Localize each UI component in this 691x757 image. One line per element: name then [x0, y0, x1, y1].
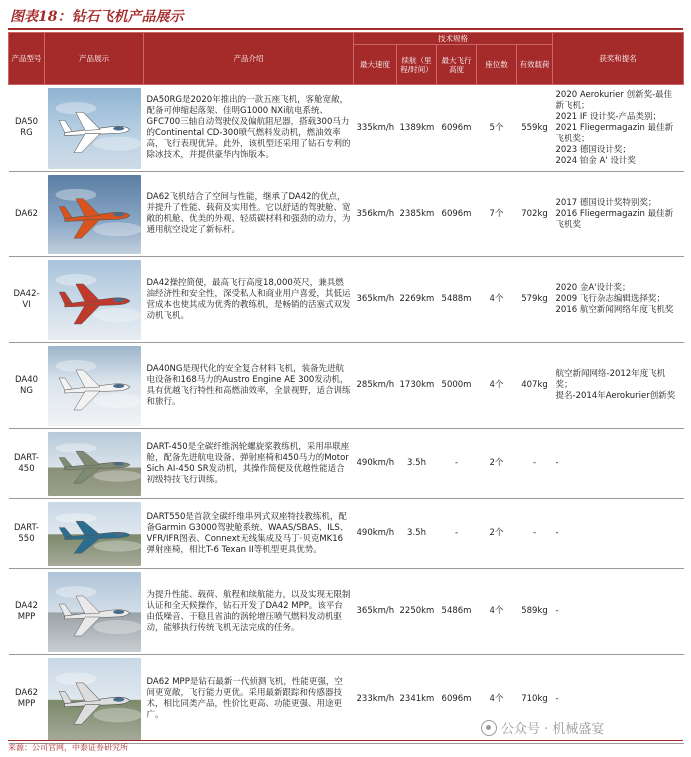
header-model: 产品型号	[9, 33, 45, 85]
product-description: DA40NG是现代化的安全复合材料飞机，装备先进航电设备和168马力的Austro Engine AE 300发动机，具有优越飞行特性和高燃油效率，全景视野，适合训练和旅行。	[144, 343, 354, 429]
product-description: DA62飞机结合了空间与性能，继承了DA42的优点，并提升了性能、载荷及实用性。它以舒适的驾驶舱、宽敞的机舱、优美的外观、轻质碳材料和强劲的动力，为通用航空设定了新标杆。	[144, 172, 354, 257]
awards: 2020 金A'设计奖； 2009 飞行杂志编辑选择奖； 2016 航空新闻网络年度飞机奖	[553, 257, 684, 343]
range: 2341km	[397, 655, 437, 744]
source-note: 来源：公司官网，中泰证券研究所	[8, 740, 683, 756]
ceiling: -	[437, 499, 477, 569]
header-desc: 产品介绍	[144, 33, 354, 85]
table-row	[9, 429, 684, 499]
max-speed: 365km/h	[354, 569, 397, 655]
awards: -	[553, 429, 684, 499]
product-description: DA62 MPP是钻石最新一代侦测飞机，性能更强，空间更宽敞，飞行能力更优。采用最新跟踪和传感器技术，相比同类产品，性价比更高、功能更强、用途更广。	[144, 655, 354, 744]
table-row	[9, 257, 684, 343]
plane-photo-icon	[48, 572, 141, 652]
ceiling: 5486m	[437, 569, 477, 655]
range: 2250km	[397, 569, 437, 655]
header-seats: 座位数	[477, 45, 517, 85]
max-speed: 365km/h	[354, 257, 397, 343]
range: 3.5h	[397, 499, 437, 569]
header-awards: 获奖和提名	[553, 33, 684, 85]
wechat-icon	[481, 720, 497, 736]
seats: 4个	[477, 655, 517, 744]
plane-photo-icon	[48, 432, 141, 496]
header-range: 续航（里程/时间）	[397, 45, 437, 85]
product-description: DA42操控简便，最高飞行高度18,000英尺，兼具燃油经济性和安全性，深受私人和商业用户喜爱，其低运营成本也使其成为优秀的教练机，是畅销的活塞式双发动机飞机。	[144, 257, 354, 343]
model-name: DA50 RG	[9, 85, 45, 172]
plane-photo-icon	[48, 502, 141, 566]
range: 1730km	[397, 343, 437, 429]
awards: -	[553, 569, 684, 655]
max-speed: 233km/h	[354, 655, 397, 744]
table-row	[9, 85, 684, 172]
model-name: DART-550	[9, 499, 45, 569]
ceiling: 6096m	[437, 172, 477, 257]
ceiling: -	[437, 429, 477, 499]
awards: -	[553, 655, 684, 744]
range: 1389km	[397, 85, 437, 172]
model-name: DA40 NG	[9, 343, 45, 429]
awards: -	[553, 499, 684, 569]
seats: 4个	[477, 343, 517, 429]
payload: 702kg	[517, 172, 553, 257]
figure-title: 图表18：钻石飞机产品展示	[8, 6, 683, 30]
product-description: DART-450是全碳纤维涡轮螺旋桨教练机，采用串联座舱，配备先进航电设备、弹射座椅和450马力的Motor Sich AI-450 SR发动机，其操作简便及优越性能适合初级特技飞行训练。	[144, 429, 354, 499]
payload: 407kg	[517, 343, 553, 429]
payload: 579kg	[517, 257, 553, 343]
header-specs: 技术规格	[354, 33, 553, 45]
ceiling: 5000m	[437, 343, 477, 429]
table-row	[9, 343, 684, 429]
seats: 5个	[477, 85, 517, 172]
seats: 4个	[477, 257, 517, 343]
max-speed: 490km/h	[354, 429, 397, 499]
header-ceiling: 最大飞行高度	[437, 45, 477, 85]
header-payload: 有效载荷	[517, 45, 553, 85]
payload: 710kg	[517, 655, 553, 744]
plane-photo-icon	[48, 346, 141, 426]
product-description: DA50RG是2020年推出的一款五座飞机，客舱宽敞，配备可伸缩起落架、佳明G1000 NXi航电系统、GFC700三轴自动驾驶仪及偏航阻尼器，搭载300马力的Continental CD-300喷气燃料发动机，燃油效率高，飞行表现优异。此外，该机型还采用了钻石专利的除冰技术，并提供豪华内饰版本。	[144, 85, 354, 172]
plane-photo-icon	[48, 658, 141, 741]
payload: -	[517, 499, 553, 569]
model-name: DA42 MPP	[9, 569, 45, 655]
model-name: DART-450	[9, 429, 45, 499]
seats: 2个	[477, 499, 517, 569]
range: 3.5h	[397, 429, 437, 499]
table-row	[9, 172, 684, 257]
seats: 4个	[477, 569, 517, 655]
awards: 2017 德国设计奖特别奖； 2016 Fliegermagazin 最佳新飞机奖	[553, 172, 684, 257]
watermark-text: 公众号 · 机械盛宴	[501, 722, 605, 737]
ceiling: 5488m	[437, 257, 477, 343]
model-name: DA62 MPP	[9, 655, 45, 744]
table-row	[9, 499, 684, 569]
model-name: DA62	[9, 172, 45, 257]
plane-photo-icon	[48, 260, 141, 340]
awards: 航空新闻网络-2012年度飞机奖； 提名-2014年Aerokurier创新奖	[553, 343, 684, 429]
ceiling: 6096m	[437, 85, 477, 172]
watermark	[478, 718, 607, 737]
header-image: 产品展示	[45, 33, 144, 85]
max-speed: 285km/h	[354, 343, 397, 429]
max-speed: 490km/h	[354, 499, 397, 569]
product-description: 为提升性能、载荷、航程和续航能力，以及实现无限制认证和全天候操作，钻石开发了DA42 MPP。该平台由低噪音、干稳且省油的涡轮增压喷气燃料发动机驱动，能够执行传统飞机无法完成的任务。	[144, 569, 354, 655]
range: 2385km	[397, 172, 437, 257]
plane-photo-icon	[48, 175, 141, 254]
payload: 559kg	[517, 85, 553, 172]
model-name: DA42-VI	[9, 257, 45, 343]
payload: -	[517, 429, 553, 499]
plane-photo-icon	[48, 88, 141, 169]
range: 2269km	[397, 257, 437, 343]
seats: 2个	[477, 429, 517, 499]
product-description: DART550是首款全碳纤维串列式双座特技教练机，配备Garmin G3000驾驶舱系统、WAAS/SBAS、ILS、VFR/IFR图表、Connext无线集成及马丁·贝克MK16弹射座椅，相比T-6 Texan II等机型更具优势。	[144, 499, 354, 569]
header-speed: 最大速度	[354, 45, 397, 85]
ceiling: 6096m	[437, 655, 477, 744]
max-speed: 335km/h	[354, 85, 397, 172]
max-speed: 356km/h	[354, 172, 397, 257]
seats: 7个	[477, 172, 517, 257]
product-table	[8, 32, 684, 744]
payload: 589kg	[517, 569, 553, 655]
table-row	[9, 569, 684, 655]
awards: 2020 Aerokurier 创新奖-最佳新飞机； 2021 IF 设计奖-产品类别； 2021 Fliegermagazin 最佳新飞机奖； 2023 德国设计奖； 2024 铂金 A' 设计奖	[553, 85, 684, 172]
